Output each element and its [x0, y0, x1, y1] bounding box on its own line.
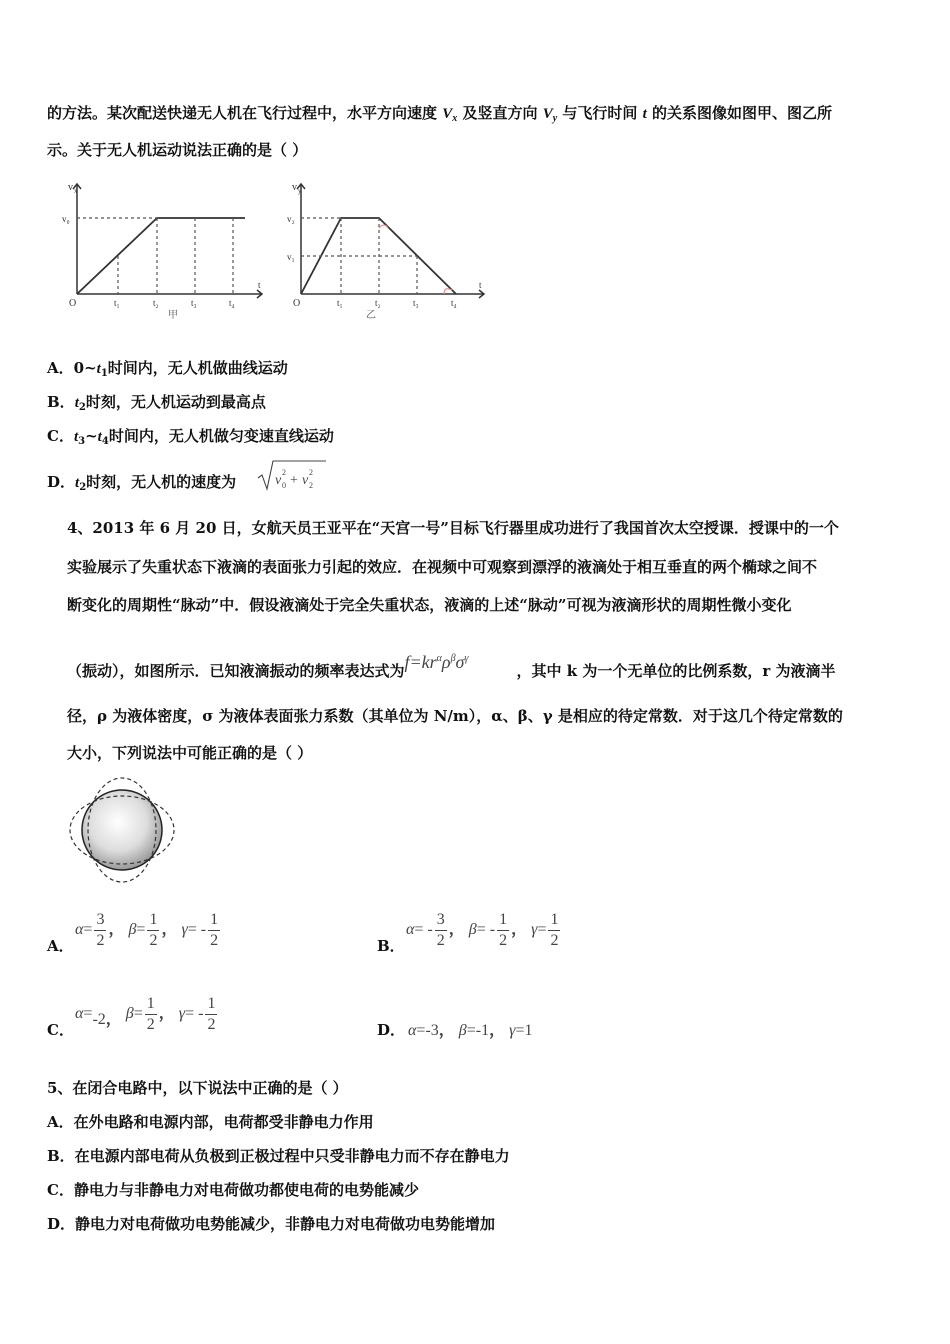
t-symbol: t: [96, 361, 101, 377]
vy-sub: y: [552, 113, 558, 124]
svg-text:2: 2: [282, 468, 286, 477]
graph-yi-v2: v₂: [287, 214, 295, 224]
t-symbol: t: [97, 429, 102, 445]
graph-yi-t1: t₁: [337, 298, 343, 308]
svg-text:0: 0: [282, 481, 286, 490]
q3-option-b[interactable]: [47, 392, 266, 418]
t-sub: 4: [101, 436, 109, 447]
graph-jia-t1: t₁: [114, 298, 120, 308]
q5-option-b[interactable]: B．在电源内部电荷从负极到正极过程中只受非静电力而不存在静电力: [47, 1147, 510, 1165]
t-sub: 2: [79, 482, 87, 493]
svg-text:+: +: [290, 473, 298, 488]
graph-yi-t2: t₂: [375, 298, 381, 308]
q4-option-d[interactable]: [377, 1020, 405, 1040]
q5-stem: 5、在闭合电路中，以下说法中正确的是（ ）: [47, 1079, 348, 1097]
q5-option-d[interactable]: D．静电力对电荷做功电势能减少，非静电力对电荷做功电势能增加: [47, 1215, 496, 1233]
option-letter: B．: [377, 937, 405, 955]
option-c-text: 时间内，无人机做匀变速直线运动: [108, 427, 334, 445]
q4-line4-post: ，其中 k 为一个无单位的比例系数，r 为液滴半: [516, 662, 836, 680]
graph-jia-taxis: t: [258, 280, 261, 290]
option-b-text: 时刻，无人机运动到最高点: [85, 393, 266, 411]
graph-jia-ysub: x: [74, 187, 78, 195]
q3-option-d[interactable]: [47, 472, 236, 498]
q3-intro-mid2: 与飞行时间: [557, 104, 643, 122]
q4-line4-pre: （振动），如图所示．已知液滴振动的频率表达式为: [67, 662, 405, 680]
vx-sub: x: [452, 113, 458, 124]
q4-option-c-formula: α=-2， β= $\frac{1}{2}$ ， γ= - $\frac{1}{2}$: [75, 995, 216, 1033]
option-d-text: 时刻，无人机的速度为: [86, 473, 237, 491]
graph-jia-caption: 甲: [168, 310, 178, 321]
option-letter: C．: [47, 1021, 74, 1039]
graph-jia-v0: v₀: [62, 214, 70, 224]
q4-option-d-formula: α=-3， β=-1， γ=1: [408, 1022, 533, 1039]
option-letter: B．: [47, 393, 75, 411]
q3-intro-end: 的关系图像如图甲、图乙所: [646, 104, 833, 122]
q4-option-b[interactable]: [377, 936, 405, 956]
option-letter: A．: [47, 937, 74, 955]
graph-yi-t4: t₄: [451, 298, 457, 308]
alpha-value: -3: [425, 1022, 439, 1039]
option-letter: D．: [47, 473, 76, 491]
graph-yi-ysub: y: [298, 187, 302, 195]
svg-text:v: v: [302, 473, 309, 488]
graph-yi-ylabel: v: [292, 182, 297, 193]
graph-jia-t3: t₃: [191, 298, 197, 308]
alpha-value: -2: [92, 1011, 106, 1029]
graph-jia: [62, 178, 272, 328]
q4-option-c[interactable]: [47, 1020, 74, 1040]
option-letter: A．: [47, 359, 74, 377]
q3-intro-line2: 示。关于无人机运动说法正确的是（ ）: [47, 141, 308, 159]
graph-jia-origin: O: [69, 298, 77, 309]
q4-line5: 径，ρ 为液体密度，σ 为液体表面张力系数（其单位为 N/m），α、β、γ 是相应的待定常数．对于这几个待定常数的: [67, 707, 843, 725]
svg-text:v: v: [275, 473, 282, 488]
graph-jia-ylabel: v: [68, 182, 73, 193]
t-sub: 1: [100, 368, 108, 379]
q4-line1: 4、2013 年 6 月 20 日，女航天员王亚平在“天宫一号”目标飞行器里成功进行了我国首次太空授课．授课中的一个: [67, 519, 839, 537]
q4-option-a-formula: α= $\frac{3}{2}$ ， β= $\frac{1}{2}$ ， γ= - $\frac{1}{2}$: [75, 911, 219, 949]
graph-jia-t4: t₄: [229, 298, 235, 308]
graph-yi-v1: v₁: [287, 252, 295, 262]
vy-symbol: V: [542, 106, 553, 122]
q3-option-a[interactable]: [47, 358, 288, 384]
graph-yi-t3: t₃: [413, 298, 419, 308]
sqrt-formula: [256, 458, 328, 492]
t-sub: 2: [78, 402, 86, 413]
option-letter: C．: [47, 427, 74, 445]
svg-text:2: 2: [309, 468, 313, 477]
droplet-figure: [64, 776, 180, 884]
beta-value: -1: [475, 1022, 490, 1039]
q3-intro-line1: [47, 103, 832, 129]
graph-yi: [286, 178, 496, 328]
q3-intro-text: 的方法。某次配送快递无人机在飞行过程中，水平方向速度: [47, 104, 443, 122]
graph-jia-t2: t₂: [153, 298, 159, 308]
option-letter: D．: [377, 1021, 406, 1039]
q5-option-a[interactable]: A．在外电路和电源内部，电荷都受非静电力作用: [47, 1113, 374, 1131]
svg-text:2: 2: [309, 481, 313, 490]
q4-option-b-formula: α= - $\frac{3}{2}$ ， β= - $\frac{1}{2}$ ， γ= $\frac{1}{2}$: [406, 911, 559, 949]
t-symbol: t: [75, 475, 80, 491]
gamma-value: 1: [524, 1022, 533, 1039]
graph-yi-caption: 乙: [366, 310, 376, 321]
range-sep: ~: [85, 427, 98, 445]
graph-yi-origin: O: [293, 298, 301, 309]
q4-line4: [67, 652, 836, 681]
q4-line3: 断变化的周期性“脉动”中．假设液滴处于完全失重状态，液滴的上述“脉动”可视为液滴形状的周期性微小变化: [67, 596, 792, 614]
t-sub: 3: [78, 436, 86, 447]
t-symbol: t: [642, 106, 647, 122]
option-a-pre: 0~: [73, 359, 97, 377]
q3-option-c[interactable]: [47, 426, 334, 452]
t-symbol: t: [73, 429, 79, 445]
q4-option-a[interactable]: [47, 936, 74, 956]
vx-symbol: V: [442, 106, 453, 122]
q3-intro-mid1: 及竖直方向: [457, 104, 543, 122]
graph-yi-taxis: t: [479, 280, 482, 290]
q5-option-c[interactable]: C．静电力与非静电力对电荷做功都使电荷的电势能减少: [47, 1181, 419, 1199]
frequency-formula: $f=kr^\alpha\rho^\beta\sigma^\gamma$: [404, 652, 469, 672]
t-symbol: t: [74, 395, 79, 411]
q4-line2: 实验展示了失重状态下液滴的表面张力引起的效应．在视频中可观察到漂浮的液滴处于相互垂直的两个椭球之间不: [67, 558, 818, 576]
option-a-text: 时间内，无人机做曲线运动: [107, 359, 288, 377]
q4-line6: 大小，下列说法中可能正确的是（ ）: [67, 744, 313, 762]
